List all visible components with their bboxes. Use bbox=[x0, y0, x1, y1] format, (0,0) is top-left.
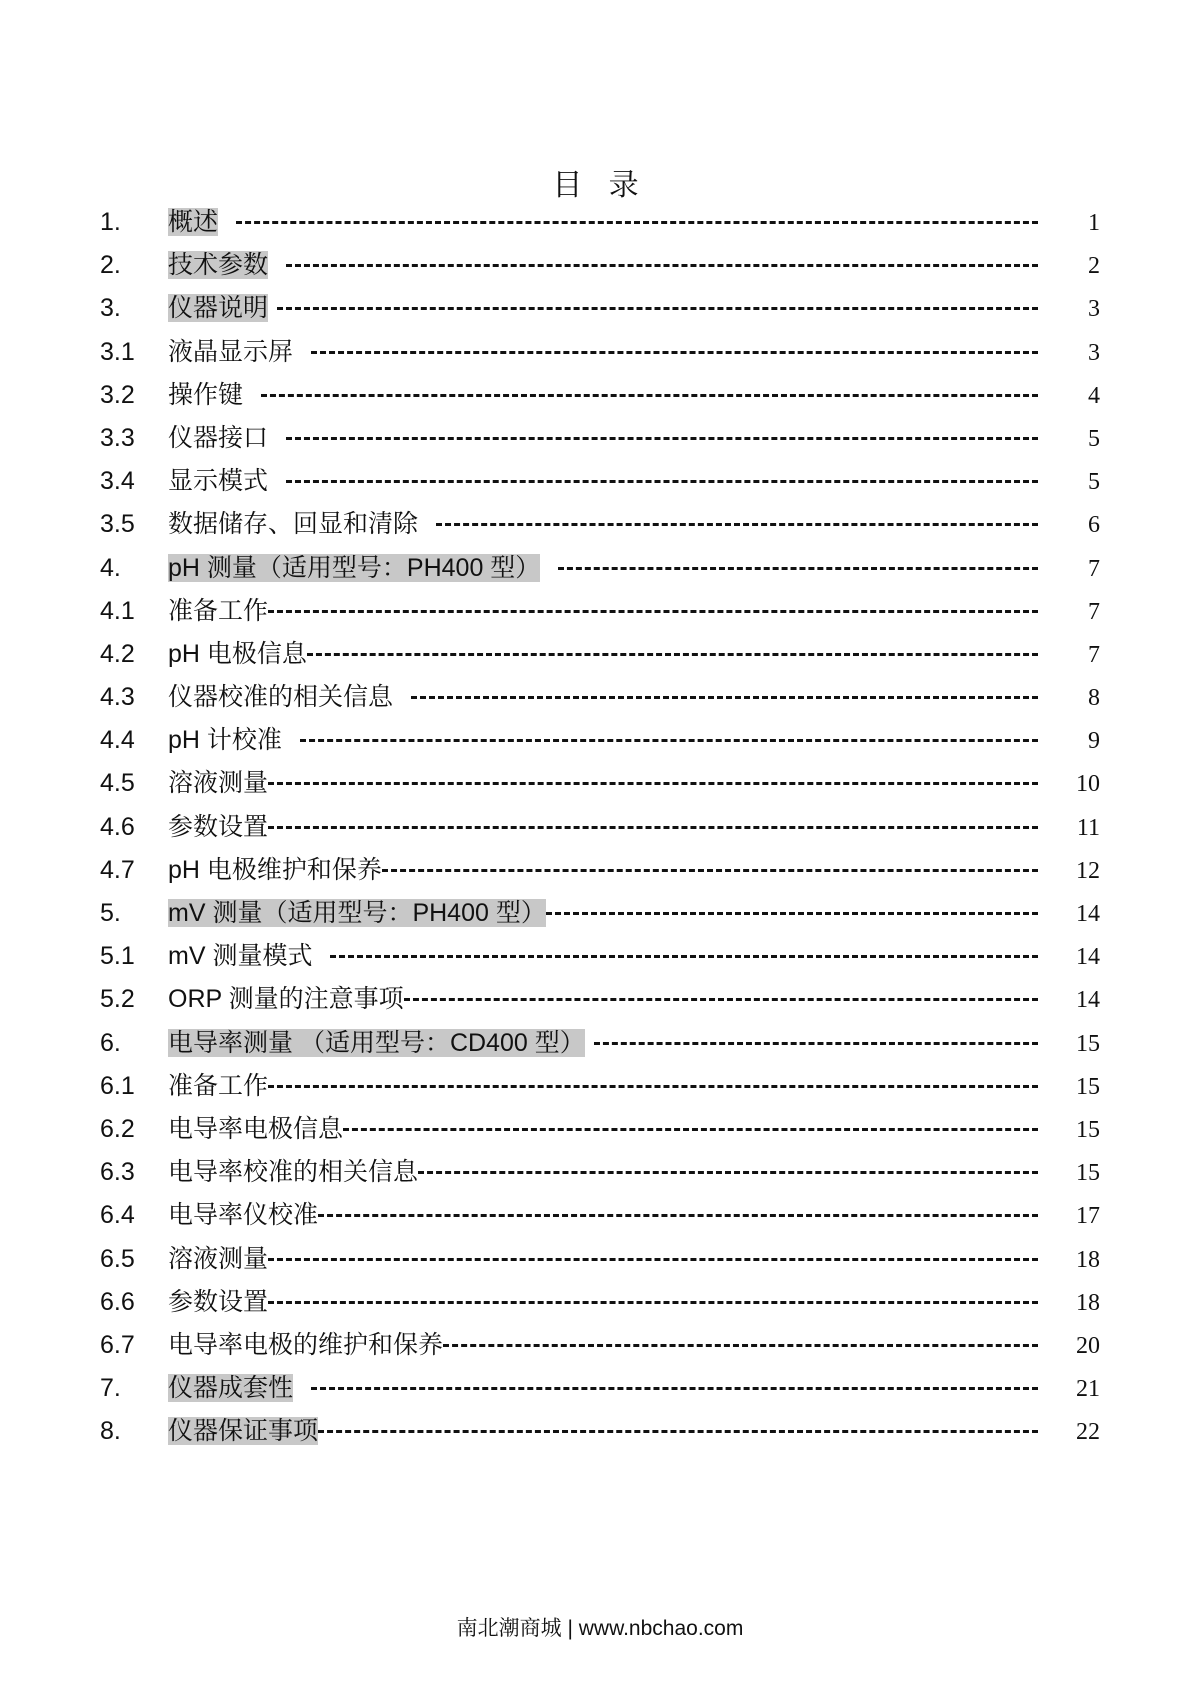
toc-entry-page-number: 20 bbox=[1076, 1332, 1100, 1359]
toc-entry-label-wrap bbox=[168, 253, 268, 278]
toc-leader-dots bbox=[436, 507, 1038, 532]
toc-entry-label-wrap bbox=[168, 1376, 293, 1401]
toc-entry[interactable] bbox=[100, 1198, 1100, 1241]
toc-entry-label-wrap bbox=[168, 1160, 418, 1185]
toc-leader-dots bbox=[268, 766, 1038, 791]
toc-entry-label-wrap bbox=[168, 210, 218, 235]
toc-entry-page-number: 18 bbox=[1076, 1289, 1100, 1316]
toc-entry-page-number: 18 bbox=[1076, 1246, 1100, 1273]
toc-leader-dots bbox=[268, 594, 1038, 619]
toc-leader-dots bbox=[318, 1414, 1038, 1439]
toc-entry-number: 6.4 bbox=[100, 1201, 135, 1230]
toc-entry-label: 仪器保证事项 bbox=[168, 1417, 319, 1446]
toc-entry-label: 电导率校准的相关信息 bbox=[168, 1158, 419, 1187]
toc-entry-label: 电导率电极信息 bbox=[168, 1114, 344, 1143]
toc-entry-label: 仪器成套性 bbox=[168, 1374, 294, 1403]
toc-entry-number: 6.7 bbox=[100, 1330, 135, 1359]
toc-entry-label: 准备工作 bbox=[168, 596, 269, 625]
toc-entry-number: 4.3 bbox=[100, 683, 135, 712]
toc-entry-number: 4.4 bbox=[100, 726, 135, 755]
toc-entry-page-number: 3 bbox=[1088, 296, 1100, 323]
toc-entry-number: 8. bbox=[100, 1417, 121, 1446]
toc-entry-number: 5.2 bbox=[100, 985, 135, 1014]
toc-entry-label: mV 测量（适用型号：PH400 型） bbox=[168, 899, 546, 927]
toc-leader-dots bbox=[300, 723, 1038, 748]
toc-entry-label: 溶液测量 bbox=[168, 1244, 269, 1273]
toc-entry-label-wrap bbox=[168, 296, 268, 321]
toc-leader-dots bbox=[594, 1026, 1038, 1051]
toc-entry[interactable] bbox=[100, 939, 1100, 982]
toc-entry-label-wrap bbox=[168, 771, 268, 796]
toc-entry[interactable] bbox=[100, 1026, 1100, 1069]
toc-entry-page-number: 9 bbox=[1088, 728, 1100, 755]
toc-entry-label-wrap bbox=[168, 987, 404, 1012]
toc-entry-label: pH 计校准 bbox=[168, 726, 282, 755]
toc-entry-label: 溶液测量 bbox=[168, 769, 269, 798]
toc-entry-page-number: 10 bbox=[1076, 771, 1100, 798]
toc-entry-page-number: 7 bbox=[1088, 641, 1100, 668]
toc-entry-label: pH 电极维护和保养 bbox=[168, 855, 382, 884]
toc-entry-label-wrap bbox=[168, 380, 244, 409]
toc-entry-number: 4. bbox=[100, 553, 121, 582]
toc-entry-label: 技术参数 bbox=[168, 251, 269, 280]
toc-entry-label: pH 测量（适用型号：PH400 型） bbox=[168, 553, 541, 582]
toc-entry-number: 3. bbox=[100, 294, 121, 323]
toc-entry-label: 仪器校准的相关信息 bbox=[168, 683, 394, 712]
toc-entry-number: 6. bbox=[100, 1028, 121, 1057]
toc-entry-page-number: 21 bbox=[1076, 1376, 1100, 1403]
toc-entry[interactable] bbox=[100, 680, 1100, 723]
toc-entry-label-wrap bbox=[168, 1330, 444, 1359]
toc-leader-dots bbox=[268, 1069, 1038, 1094]
toc-entry[interactable] bbox=[100, 1069, 1100, 1112]
toc-entry-number: 4.7 bbox=[100, 855, 135, 884]
toc-entry-page-number: 2 bbox=[1088, 253, 1100, 280]
toc-entry[interactable] bbox=[100, 853, 1100, 896]
toc-entry-number: 6.3 bbox=[100, 1158, 135, 1187]
toc-entry-page-number: 3 bbox=[1088, 339, 1100, 366]
toc-leader-dots bbox=[318, 1198, 1038, 1223]
toc-entry-number: 3.4 bbox=[100, 467, 135, 496]
toc-entry[interactable] bbox=[100, 637, 1100, 680]
page-footer: 南北潮商城 | www.nbchao.com bbox=[456, 1617, 744, 1640]
toc-leader-dots bbox=[268, 1242, 1038, 1267]
toc-entry-label-wrap bbox=[168, 944, 312, 969]
toc-entry-page-number: 15 bbox=[1076, 1116, 1100, 1143]
toc-entry[interactable] bbox=[100, 810, 1100, 853]
toc-entry-number: 4.5 bbox=[100, 769, 135, 798]
toc-leader-dots bbox=[268, 1285, 1038, 1310]
toc-entry-label-wrap bbox=[168, 685, 393, 710]
toc-entry-label: 准备工作 bbox=[168, 1071, 269, 1100]
toc-entry-label-wrap bbox=[168, 901, 546, 926]
toc-leader-dots bbox=[268, 810, 1038, 835]
toc-leader-dots bbox=[343, 1112, 1038, 1137]
toc-entry-page-number: 22 bbox=[1076, 1419, 1100, 1446]
page-title: 目 录 bbox=[552, 169, 648, 202]
toc-entry-number: 6.5 bbox=[100, 1244, 135, 1273]
toc-leader-dots bbox=[261, 378, 1038, 403]
toc-entry-number: 3.1 bbox=[100, 337, 135, 366]
toc-leader-dots bbox=[411, 680, 1038, 705]
toc-entry-page-number: 5 bbox=[1088, 469, 1100, 496]
toc-entry-label-wrap bbox=[168, 1287, 269, 1316]
toc-entry-label-wrap bbox=[168, 1028, 585, 1057]
toc-leader-dots bbox=[236, 205, 1038, 230]
toc-entry-number: 4.6 bbox=[100, 812, 135, 841]
toc-entry-label: 仪器接口 bbox=[168, 423, 269, 452]
toc-entry-number: 6.1 bbox=[100, 1071, 135, 1100]
toc-entry-number: 3.2 bbox=[100, 380, 135, 409]
toc-leader-dots bbox=[418, 1155, 1038, 1180]
table-of-contents bbox=[100, 205, 1100, 1457]
toc-entry[interactable] bbox=[100, 551, 1100, 594]
toc-entry[interactable] bbox=[100, 896, 1100, 939]
toc-entry[interactable] bbox=[100, 378, 1100, 421]
toc-entry[interactable] bbox=[100, 335, 1100, 378]
toc-entry-number: 4.2 bbox=[100, 639, 135, 668]
toc-entry-label: 液晶显示屏 bbox=[168, 337, 294, 366]
toc-entry[interactable] bbox=[100, 723, 1100, 766]
toc-entry-label: 电导率测量 （适用型号：CD400 型） bbox=[168, 1028, 585, 1057]
toc-entry-label: 概述 bbox=[168, 208, 219, 236]
toc-entry-label-wrap bbox=[168, 1114, 344, 1143]
toc-entry-page-number: 7 bbox=[1088, 598, 1100, 625]
toc-entry-page-number: 17 bbox=[1076, 1203, 1100, 1230]
toc-entry-label-wrap bbox=[168, 728, 282, 753]
toc-entry[interactable] bbox=[100, 594, 1100, 637]
toc-entry-page-number: 8 bbox=[1088, 685, 1100, 712]
toc-entry-page-number: 1 bbox=[1088, 210, 1100, 236]
toc-entry-page-number: 12 bbox=[1076, 857, 1100, 884]
toc-entry-label-wrap bbox=[168, 812, 269, 841]
toc-entry[interactable] bbox=[100, 1155, 1100, 1198]
toc-leader-dots bbox=[286, 248, 1038, 273]
toc-entry-label: 数据储存、回显和清除 bbox=[168, 510, 419, 539]
toc-entry-label-wrap bbox=[168, 639, 307, 668]
toc-entry[interactable] bbox=[100, 248, 1100, 291]
toc-entry[interactable] bbox=[100, 1285, 1100, 1328]
toc-entry-number: 5. bbox=[100, 899, 121, 927]
toc-entry-page-number: 6 bbox=[1088, 512, 1100, 539]
toc-entry-page-number: 14 bbox=[1076, 987, 1100, 1014]
toc-entry[interactable] bbox=[100, 1242, 1100, 1285]
toc-entry[interactable] bbox=[100, 464, 1100, 507]
toc-entry-number: 1. bbox=[100, 208, 121, 236]
toc-leader-dots bbox=[311, 1371, 1038, 1396]
toc-leader-dots bbox=[286, 464, 1038, 489]
toc-entry-number: 4.1 bbox=[100, 596, 135, 625]
toc-leader-dots bbox=[330, 939, 1038, 964]
toc-entry[interactable] bbox=[100, 1112, 1100, 1155]
toc-entry-label: 电导率仪校准 bbox=[168, 1201, 319, 1230]
toc-leader-dots bbox=[404, 982, 1038, 1007]
toc-entry-number: 7. bbox=[100, 1374, 121, 1403]
toc-entry-page-number: 14 bbox=[1076, 944, 1100, 971]
toc-entry-label-wrap bbox=[168, 553, 541, 582]
toc-entry[interactable] bbox=[100, 1371, 1100, 1414]
toc-entry-number: 6.2 bbox=[100, 1114, 135, 1143]
toc-entry[interactable] bbox=[100, 766, 1100, 809]
toc-leader-dots bbox=[277, 291, 1038, 316]
toc-entry-label: 操作键 bbox=[168, 380, 244, 409]
toc-entry[interactable] bbox=[100, 1414, 1100, 1457]
toc-entry-page-number: 4 bbox=[1088, 382, 1100, 409]
toc-leader-dots bbox=[286, 421, 1038, 446]
toc-entry-label: 电导率电极的维护和保养 bbox=[168, 1330, 444, 1359]
toc-entry-page-number: 11 bbox=[1076, 814, 1100, 841]
toc-entry-label: 参数设置 bbox=[168, 1287, 269, 1316]
toc-entry-number: 3.5 bbox=[100, 510, 135, 539]
toc-entry-label-wrap bbox=[168, 512, 418, 537]
toc-entry-number: 3.3 bbox=[100, 423, 135, 452]
toc-entry-label: ORP 测量的注意事项 bbox=[168, 985, 404, 1014]
toc-entry-number: 6.6 bbox=[100, 1287, 135, 1316]
toc-entry[interactable] bbox=[100, 1328, 1100, 1371]
toc-entry-label: 仪器说明 bbox=[168, 294, 269, 323]
toc-entry-page-number: 5 bbox=[1088, 425, 1100, 452]
toc-entry[interactable] bbox=[100, 982, 1100, 1025]
toc-entry-label-wrap bbox=[168, 469, 268, 494]
toc-leader-dots bbox=[546, 896, 1038, 921]
toc-entry-label-wrap bbox=[168, 596, 269, 625]
toc-entry-label: 显示模式 bbox=[168, 467, 269, 496]
toc-leader-dots bbox=[382, 853, 1038, 878]
toc-entry-label-wrap bbox=[168, 337, 294, 366]
toc-entry-label-wrap bbox=[168, 855, 382, 884]
toc-entry-page-number: 14 bbox=[1076, 901, 1100, 927]
toc-leader-dots bbox=[311, 335, 1038, 360]
toc-entry[interactable] bbox=[100, 291, 1100, 334]
toc-entry-label: mV 测量模式 bbox=[168, 942, 313, 971]
toc-entry[interactable] bbox=[100, 205, 1100, 248]
toc-leader-dots bbox=[307, 637, 1038, 662]
toc-entry[interactable] bbox=[100, 421, 1100, 464]
toc-entry-label-wrap bbox=[168, 1203, 318, 1228]
toc-entry-label-wrap bbox=[168, 1071, 269, 1100]
toc-entry-page-number: 15 bbox=[1076, 1030, 1100, 1057]
toc-entry-label: 参数设置 bbox=[168, 812, 269, 841]
toc-entry-label-wrap bbox=[168, 1419, 318, 1444]
toc-entry-page-number: 15 bbox=[1076, 1073, 1100, 1100]
toc-entry-number: 2. bbox=[100, 251, 121, 280]
toc-leader-dots bbox=[558, 551, 1038, 576]
toc-entry-page-number: 15 bbox=[1076, 1160, 1100, 1187]
toc-entry-label-wrap bbox=[168, 1244, 269, 1273]
toc-entry-label-wrap bbox=[168, 423, 269, 452]
toc-entry-number: 5.1 bbox=[100, 942, 135, 971]
toc-entry[interactable] bbox=[100, 507, 1100, 550]
toc-leader-dots bbox=[443, 1328, 1038, 1353]
toc-entry-page-number: 7 bbox=[1088, 555, 1100, 582]
toc-entry-label: pH 电极信息 bbox=[168, 639, 307, 668]
